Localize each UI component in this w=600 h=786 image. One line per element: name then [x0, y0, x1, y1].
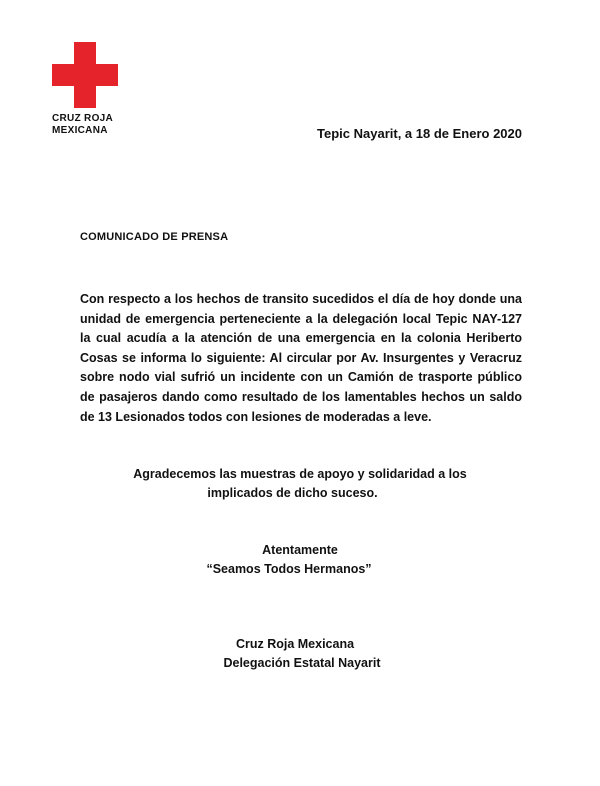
- closing-text: Atentamente: [262, 543, 338, 557]
- logo-wordmark: [52, 113, 122, 137]
- document-heading: COMUNICADO DE PRENSA: [80, 231, 229, 243]
- signature-delegation: Delegación Estatal Nayarit: [223, 656, 381, 670]
- signature-block: [0, 635, 600, 673]
- thanks-paragraph: [0, 465, 600, 503]
- logo-line-1: CRUZ ROJA: [52, 113, 114, 124]
- cruz-roja-logo: [52, 42, 122, 137]
- motto-text: “Seamos Todos Hermanos”: [206, 562, 372, 576]
- thanks-line-1: Agradecemos las muestras de apoyo y solidaridad a los: [133, 467, 467, 481]
- thanks-line-2: implicados de dicho suceso.: [207, 486, 378, 500]
- logo-line-2: MEXICANA: [52, 125, 108, 136]
- closing-block: [0, 541, 600, 579]
- red-cross-icon: [52, 42, 118, 108]
- document-date: Tepic Nayarit, a 18 de Enero 2020: [317, 126, 522, 141]
- document-body: Con respecto a los hechos de transito sucedidos el día de hoy donde una unidad de emergencia perteneciente a la delegación local Tepic NAY-127 la cual acudía a la atención de una emergencia en la colonia Heriberto Cosas se informa lo siguiente: Al circular por Av. Insurgentes y Veracruz sobre nodo vial sufrió un incidente con un Camión de trasporte público de pasajeros dando como resultado de los lamentables hechos un saldo de 13 Lesionados todos con lesiones de moderadas a leve.: [80, 292, 522, 424]
- signature-organization: Cruz Roja Mexicana: [235, 637, 355, 651]
